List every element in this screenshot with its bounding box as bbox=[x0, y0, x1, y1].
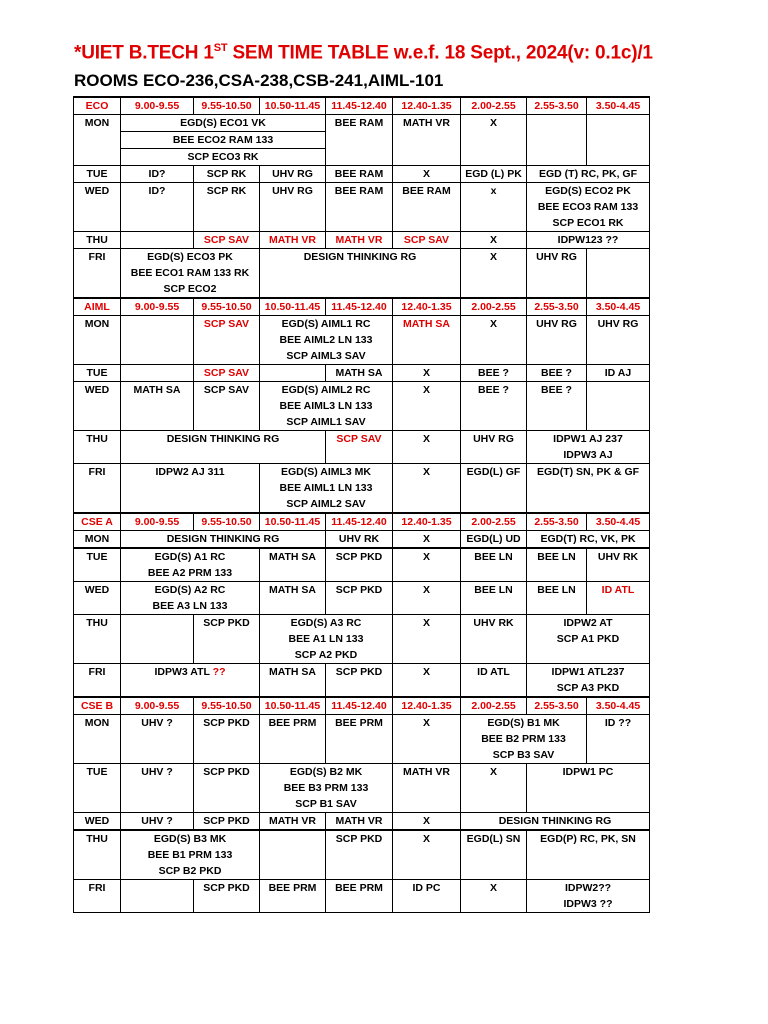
table-row: TUE UHV ? SCP PKD EGD(S) B2 MK BEE B3 PRM 133 SCP B1 SAV MATH VR X IDPW1 PC bbox=[74, 764, 650, 813]
timetable bbox=[73, 96, 650, 913]
table-row: WED EGD(S) A2 RC BEE A3 LN 133 MATH SA SCP PKD X BEE LN BEE LN ID ATL bbox=[74, 582, 650, 615]
day-label: MON bbox=[74, 115, 121, 166]
table-row: THU SCP SAV MATH VR MATH VR SCP SAV X IDPW123 ?? bbox=[74, 232, 650, 249]
header-row-cse-a: CSE A 9.00-9.55 9.55-10.50 10.50-11.45 11.45-12.40 12.40-1.35 2.00-2.55 2.55-3.50 3.50-4.45 bbox=[74, 513, 650, 531]
table-row: TUE EGD(S) A1 RC BEE A2 PRM 133 MATH SA SCP PKD X BEE LN BEE LN UHV RK bbox=[74, 548, 650, 582]
rooms-subtitle: ROOMS ECO-236,CSA-238,CSB-241,AIML-101 bbox=[74, 71, 444, 90]
header-row-eco: ECO 9.00-9.55 9.55-10.50 10.50-11.45 11.45-12.40 12.40-1.35 2.00-2.55 2.55-3.50 3.50-4.45 bbox=[74, 97, 650, 115]
table-row: FRI EGD(S) ECO3 PK BEE ECO1 RAM 133 RK SCP ECO2 DESIGN THINKING RG X UHV RG bbox=[74, 249, 650, 299]
table-row: MON DESIGN THINKING RG UHV RK X EGD(L) UD EGD(T) RC, VK, PK bbox=[74, 531, 650, 549]
header-row-aiml: AIML 9.00-9.55 9.55-10.50 10.50-11.45 11.45-12.40 12.40-1.35 2.00-2.55 2.55-3.50 3.50-4.45 bbox=[74, 298, 650, 316]
table-row: FRI SCP PKD BEE PRM BEE PRM ID PC X IDPW2?? IDPW3 ?? bbox=[74, 880, 650, 913]
header-row-cse-b: CSE B 9.00-9.55 9.55-10.50 10.50-11.45 11.45-12.40 12.40-1.35 2.00-2.55 2.55-3.50 3.50-4.45 bbox=[74, 697, 650, 715]
table-row: MON UHV ? SCP PKD BEE PRM BEE PRM X EGD(S) B1 MK BEE B2 PRM 133 SCP B3 SAV ID ?? bbox=[74, 715, 650, 764]
table-row: BEE ECO2 RAM 133 bbox=[74, 132, 650, 149]
table-row: FRI IDPW3 ATL ?? MATH SA SCP PKD X ID ATL IDPW1 ATL237 SCP A3 PKD bbox=[74, 664, 650, 698]
section-label: ECO bbox=[74, 97, 121, 115]
table-row: TUE SCP SAV MATH SA X BEE ? BEE ? ID AJ bbox=[74, 365, 650, 382]
table-row: MON EGD(S) ECO1 VK BEE RAM MATH VR X bbox=[74, 115, 650, 132]
table-row: WED MATH SA SCP SAV EGD(S) AIML2 RC BEE AIML3 LN 133 SCP AIML1 SAV X BEE ? BEE ? bbox=[74, 382, 650, 431]
table-row: THU EGD(S) B3 MK BEE B1 PRM 133 SCP B2 PKD SCP PKD X EGD(L) SN EGD(P) RC, PK, SN bbox=[74, 830, 650, 880]
table-row: SCP ECO3 RK bbox=[74, 149, 650, 166]
table-row: THU DESIGN THINKING RG SCP SAV X UHV RG IDPW1 AJ 237 IDPW3 AJ bbox=[74, 431, 650, 464]
section-label: CSE B bbox=[74, 697, 121, 715]
table-row: MON SCP SAV EGD(S) AIML1 RC BEE AIML2 LN 133 SCP AIML3 SAV MATH SA X UHV RG UHV RG bbox=[74, 316, 650, 365]
table-row: WED UHV ? SCP PKD MATH VR MATH VR X DESIGN THINKING RG bbox=[74, 813, 650, 831]
section-label: AIML bbox=[74, 298, 121, 316]
table-row: WED ID? SCP RK UHV RG BEE RAM BEE RAM x EGD(S) ECO2 PK BEE ECO3 RAM 133 SCP ECO1 RK bbox=[74, 183, 650, 232]
table-row: TUE ID? SCP RK UHV RG BEE RAM X EGD (L) PK EGD (T) RC, PK, GF bbox=[74, 166, 650, 183]
table-row: FRI IDPW2 AJ 311 EGD(S) AIML3 MK BEE AIML1 LN 133 SCP AIML2 SAV X EGD(L) GF EGD(T) SN, PK & GF bbox=[74, 464, 650, 514]
page-title: *UIET B.TECH 1ST SEM TIME TABLE w.e.f. 18 Sept., 2024(v: 0.1c)/1 bbox=[74, 42, 653, 64]
table-row: THU SCP PKD EGD(S) A3 RC BEE A1 LN 133 SCP A2 PKD X UHV RK IDPW2 AT SCP A1 PKD bbox=[74, 615, 650, 664]
section-label: CSE A bbox=[74, 513, 121, 531]
